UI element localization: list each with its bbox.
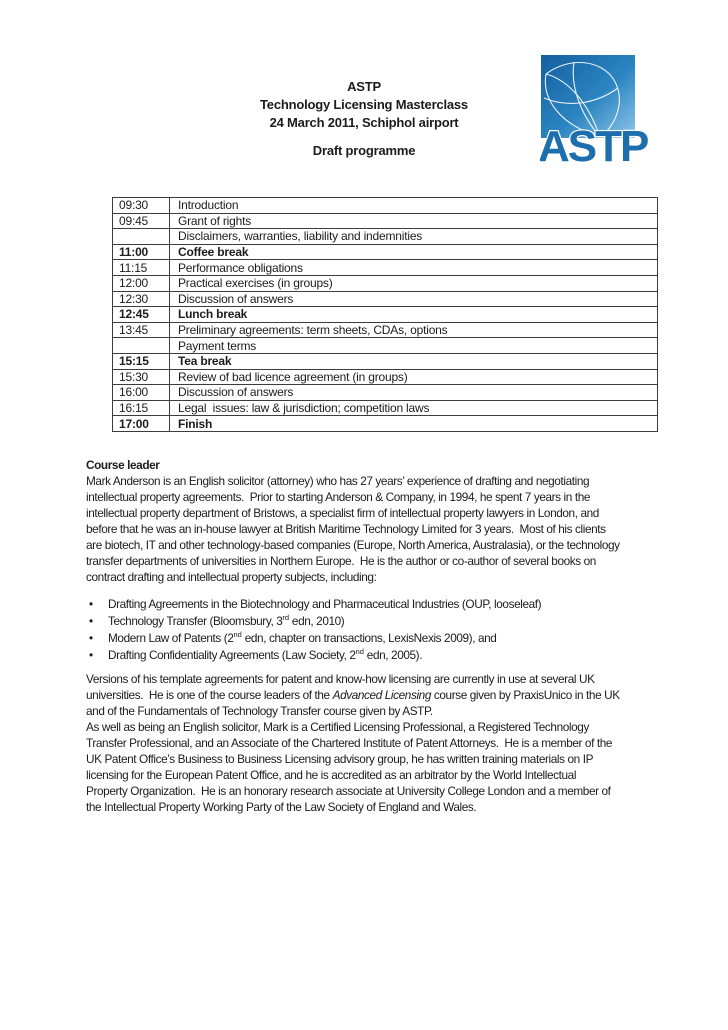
- superscript-text: rd: [282, 613, 290, 623]
- text-run: As well as being an English solicitor, Mark is a Certified Licensing Professional, a Registered Technology: [86, 720, 589, 734]
- text-run: intellectual property department of Bristows, a specialist firm of intellectual property lawyers in London, and: [86, 506, 599, 520]
- schedule-time-cell: 09:30: [113, 198, 170, 214]
- text-line: [86, 569, 666, 585]
- superscript-text: nd: [233, 630, 242, 640]
- text-run: edn, 2010): [289, 614, 345, 628]
- text-line: [86, 687, 666, 703]
- schedule-time-cell: 12:45: [113, 307, 170, 323]
- schedule-activity-cell: Coffee break: [170, 244, 658, 260]
- text-run: Technology Transfer (Bloomsbury, 3: [108, 614, 283, 628]
- books-list: [86, 596, 666, 664]
- text-line: [86, 473, 666, 489]
- book-item: [86, 647, 666, 664]
- schedule-row: [113, 307, 658, 323]
- schedule-time-cell: 15:30: [113, 369, 170, 385]
- text-line: [86, 751, 666, 767]
- text-run: contract drafting and intellectual property subjects, including:: [86, 570, 377, 584]
- text-line: [86, 767, 666, 783]
- template-agreements-paragraph: [86, 671, 666, 719]
- schedule-activity-cell: Tea break: [170, 353, 658, 369]
- schedule-row: [113, 260, 658, 276]
- text-run: course given by PraxisUnico in the UK: [431, 688, 620, 702]
- italic-text: Advanced Licensing: [332, 688, 431, 702]
- schedule-time-cell: [113, 229, 170, 245]
- text-line: [86, 671, 666, 687]
- astp-logo-text: ASTP: [540, 122, 648, 168]
- schedule-time-cell: 09:45: [113, 213, 170, 229]
- schedule-time-cell: 15:15: [113, 353, 170, 369]
- schedule-time-cell: 13:45: [113, 322, 170, 338]
- schedule-time-cell: 17:00: [113, 416, 170, 432]
- text-run: before that he was an in-house lawyer at British Maritime Technology Limited for 3 years. Most of his clients: [86, 522, 606, 536]
- schedule-activity-cell: Discussion of answers: [170, 291, 658, 307]
- text-run: Drafting Confidentiality Agreements (Law Society, 2: [108, 648, 356, 662]
- course-leader-heading: Course leader: [86, 458, 160, 472]
- astp-logo: [540, 54, 662, 168]
- schedule-row: [113, 385, 658, 401]
- schedule-row: [113, 291, 658, 307]
- schedule-time-cell: 12:00: [113, 275, 170, 291]
- text-line: [86, 489, 666, 505]
- schedule-time-cell: [113, 338, 170, 354]
- schedule-activity-cell: Review of bad licence agreement (in groups): [170, 369, 658, 385]
- text-run: edn, chapter on transactions, LexisNexis 2009), and: [241, 631, 497, 645]
- schedule-row: [113, 244, 658, 260]
- text-run: intellectual property agreements. Prior to starting Anderson & Company, in 1994, he spent 7 years in the: [86, 490, 591, 504]
- book-item: [86, 596, 666, 613]
- text-run: Property Organization. He is an honorary research associate at University College London and a member of: [86, 784, 611, 798]
- schedule-row: [113, 229, 658, 245]
- text-line: [86, 537, 666, 553]
- schedule-activity-cell: Introduction: [170, 198, 658, 214]
- text-run: transfer departments of universities in Northern Europe. He is the author or co-author of several books on: [86, 554, 596, 568]
- text-line: [86, 719, 666, 735]
- schedule-time-cell: 12:30: [113, 291, 170, 307]
- text-run: edn, 2005).: [363, 648, 423, 662]
- schedule-row: [113, 213, 658, 229]
- text-line: [86, 735, 666, 751]
- schedule-activity-cell: Payment terms: [170, 338, 658, 354]
- text-run: Modern Law of Patents (2: [108, 631, 234, 645]
- schedule-time-cell: 16:00: [113, 385, 170, 401]
- schedule-row: [113, 322, 658, 338]
- text-run: Drafting Agreements in the Biotechnology and Pharmaceutical Industries (OUP, looseleaf): [108, 597, 542, 611]
- schedule-activity-cell: Preliminary agreements: term sheets, CDAs, options: [170, 322, 658, 338]
- schedule-activity-cell: Grant of rights: [170, 213, 658, 229]
- document-subtitle: Draft programme: [312, 143, 416, 158]
- schedule-activity-cell: Finish: [170, 416, 658, 432]
- schedule-time-cell: 16:15: [113, 400, 170, 416]
- schedule-table-body: [113, 198, 658, 432]
- book-item: [86, 613, 666, 630]
- text-line: [86, 703, 666, 719]
- superscript-text: nd: [355, 647, 364, 657]
- book-item: [86, 630, 666, 647]
- schedule-row: [113, 275, 658, 291]
- text-run: licensing for the European Patent Office, and he is accredited as an arbitrator by the World Intellectual: [86, 768, 577, 782]
- text-line: [86, 521, 666, 537]
- text-run: and of the Fundamentals of Technology Transfer course given by ASTP.: [86, 704, 433, 718]
- text-run: the Intellectual Property Working Party of the Law Society of England and Wales.: [86, 800, 477, 814]
- text-line: [86, 553, 666, 569]
- text-line: [86, 783, 666, 799]
- text-run: are biotech, IT and other technology-based companies (Europe, North America, Australasia), or the technology: [86, 538, 620, 552]
- schedule-activity-cell: Lunch break: [170, 307, 658, 323]
- schedule-activity-cell: Performance obligations: [170, 260, 658, 276]
- schedule-row: [113, 338, 658, 354]
- header-org: ASTP: [347, 79, 381, 94]
- schedule-row: [113, 416, 658, 432]
- text-run: Mark Anderson is an English solicitor (attorney) who has 27 years’ experience of drafting and negotiating: [86, 474, 590, 488]
- schedule-activity-cell: Disclaimers, warranties, liability and indemnities: [170, 229, 658, 245]
- course-leader-section: [86, 457, 666, 815]
- schedule-time-cell: 11:15: [113, 260, 170, 276]
- header-title: Technology Licensing Masterclass: [260, 97, 468, 112]
- text-run: universities. He is one of the course leaders of the: [86, 688, 333, 702]
- header-date-location: 24 March 2011, Schiphol airport: [269, 115, 459, 130]
- astp-logo-graphic: [540, 54, 662, 168]
- course-leader-bio: [86, 473, 666, 585]
- schedule-time-cell: 11:00: [113, 244, 170, 260]
- text-run: Transfer Professional, and an Associate of the Chartered Institute of Patent Attorneys. He is a member of the: [86, 736, 613, 750]
- schedule-table: [112, 197, 658, 432]
- schedule-row: [113, 400, 658, 416]
- schedule-activity-cell: Legal issues: law & jurisdiction; competition laws: [170, 400, 658, 416]
- text-line: [86, 505, 666, 521]
- schedule-activity-cell: Discussion of answers: [170, 385, 658, 401]
- text-run: Versions of his template agreements for patent and know-how licensing are currently in use at several UK: [86, 672, 595, 686]
- text-run: UK Patent Office’s Business to Business Licensing advisory group, he has written training materials on IP: [86, 752, 594, 766]
- schedule-activity-cell: Practical exercises (in groups): [170, 275, 658, 291]
- credentials-paragraph: [86, 719, 666, 815]
- schedule-row: [113, 353, 658, 369]
- schedule-row: [113, 369, 658, 385]
- text-line: [86, 799, 666, 815]
- schedule-row: [113, 198, 658, 214]
